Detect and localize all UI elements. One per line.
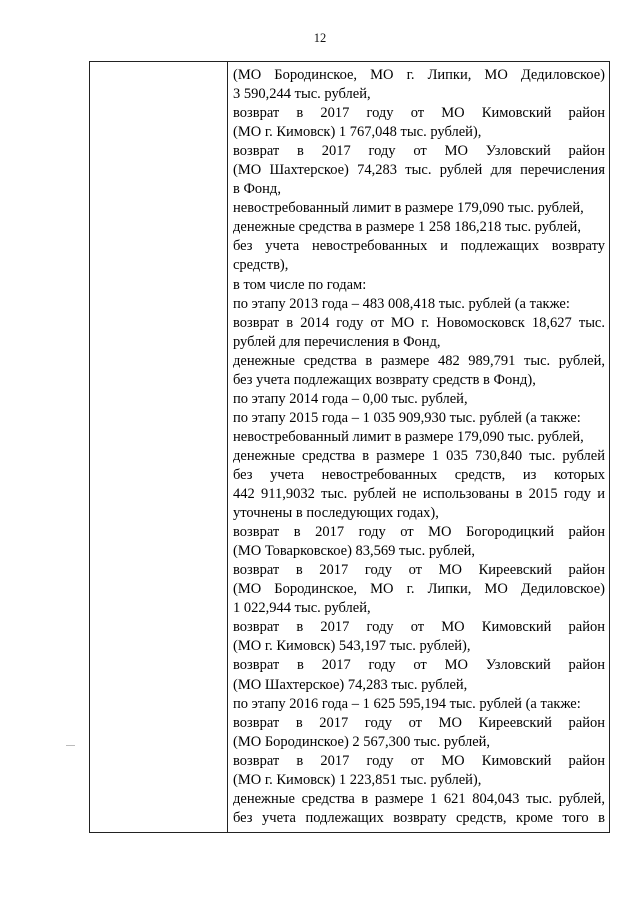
text-line: рублей для перечисления в Фонд, — [233, 333, 441, 350]
text-line: уточнены в последующих годах), — [233, 505, 439, 522]
text-line: возврат в 2017 году от МО Кимовский район — [233, 752, 605, 769]
text-line: (МО Товарковское) 83,569 тыс. рублей, — [233, 543, 476, 560]
text-line: возврат в 2017 году от МО Узловский район — [233, 143, 605, 160]
text-line: возврат в 2017 году от МО Киреевский район — [233, 562, 605, 579]
text-line: (МО Бородинское, МО г. Липки, МО Дедиловское) — [233, 67, 605, 83]
text-line: денежные средства в размере 1 258 186,218 тыс. рублей, — [233, 219, 581, 236]
text-line: (МО г. Кимовск) 1 767,048 тыс. рублей), — [233, 124, 482, 141]
page-number: 12 — [313, 31, 327, 45]
text-line: без учета подлежащих возврату средств в Фонд), — [233, 371, 536, 388]
text-line: в Фонд, — [233, 181, 281, 198]
text-line: 442 911,9032 тыс. рублей не использованы в 2015 году и — [233, 486, 605, 503]
text-line: невостребованный лимит в размере 179,090 тыс. рублей, — [233, 200, 584, 217]
text-line: возврат в 2017 году от МО Богородицкий район — [233, 524, 605, 541]
text-line: возврат в 2017 году от МО Киреевский район — [233, 714, 605, 731]
text-line: возврат в 2014 году от МО г. Новомосковск 18,627 тыс. — [233, 314, 605, 331]
text-line: денежные средства в размере 1 035 730,840 тыс. рублей — [233, 447, 605, 464]
text-line: 3 590,244 тыс. рублей, — [233, 86, 371, 103]
text-line: (МО Бородинское) 2 567,300 тыс. рублей, — [233, 733, 491, 750]
text-line: по этапу 2013 года – 483 008,418 тыс. рублей (а также: — [233, 295, 570, 312]
table-left-cell — [90, 62, 228, 832]
text-line: (МО Шахтерское) 74,283 тыс. рублей для перечисления — [233, 162, 605, 179]
text-line: без учета подлежащих возврату средств, кроме того в — [233, 809, 605, 826]
text-line: по этапу 2014 года – 0,00 тыс. рублей, — [233, 390, 468, 407]
text-line: (МО Бородинское, МО г. Липки, МО Дедиловское) — [233, 581, 605, 598]
table-right-cell — [228, 62, 609, 832]
text-line: возврат в 2017 году от МО Кимовский район — [233, 619, 605, 636]
text-line: без учета невостребованных и подлежащих возврату — [233, 238, 605, 255]
text-line: без учета невостребованных средств, из которых — [233, 466, 605, 483]
text-line: денежные средства в размере 1 621 804,043 тыс. рублей, — [233, 790, 605, 807]
text-line: возврат в 2017 году от МО Кимовский район — [233, 105, 605, 122]
text-line: в том числе по годам: — [233, 276, 367, 293]
text-line: (МО г. Кимовск) 1 223,851 тыс. рублей), — [233, 771, 482, 788]
document-table — [89, 61, 610, 833]
margin-mark — [66, 745, 75, 746]
text-line: средств), — [233, 257, 289, 274]
text-line: невостребованный лимит в размере 179,090 тыс. рублей, — [233, 428, 584, 445]
text-line: денежные средства в размере 482 989,791 тыс. рублей, — [233, 352, 605, 369]
text-line: возврат в 2017 году от МО Узловский район — [233, 657, 605, 674]
text-line: (МО г. Кимовск) 543,197 тыс. рублей), — [233, 638, 471, 655]
text-line: по этапу 2015 года – 1 035 909,930 тыс. рублей (а также: — [233, 409, 581, 426]
text-line: (МО Шахтерское) 74,283 тыс. рублей, — [233, 676, 468, 693]
text-line: по этапу 2016 года – 1 625 595,194 тыс. рублей (а также: — [233, 695, 581, 712]
text-line: 1 022,944 тыс. рублей, — [233, 600, 371, 617]
